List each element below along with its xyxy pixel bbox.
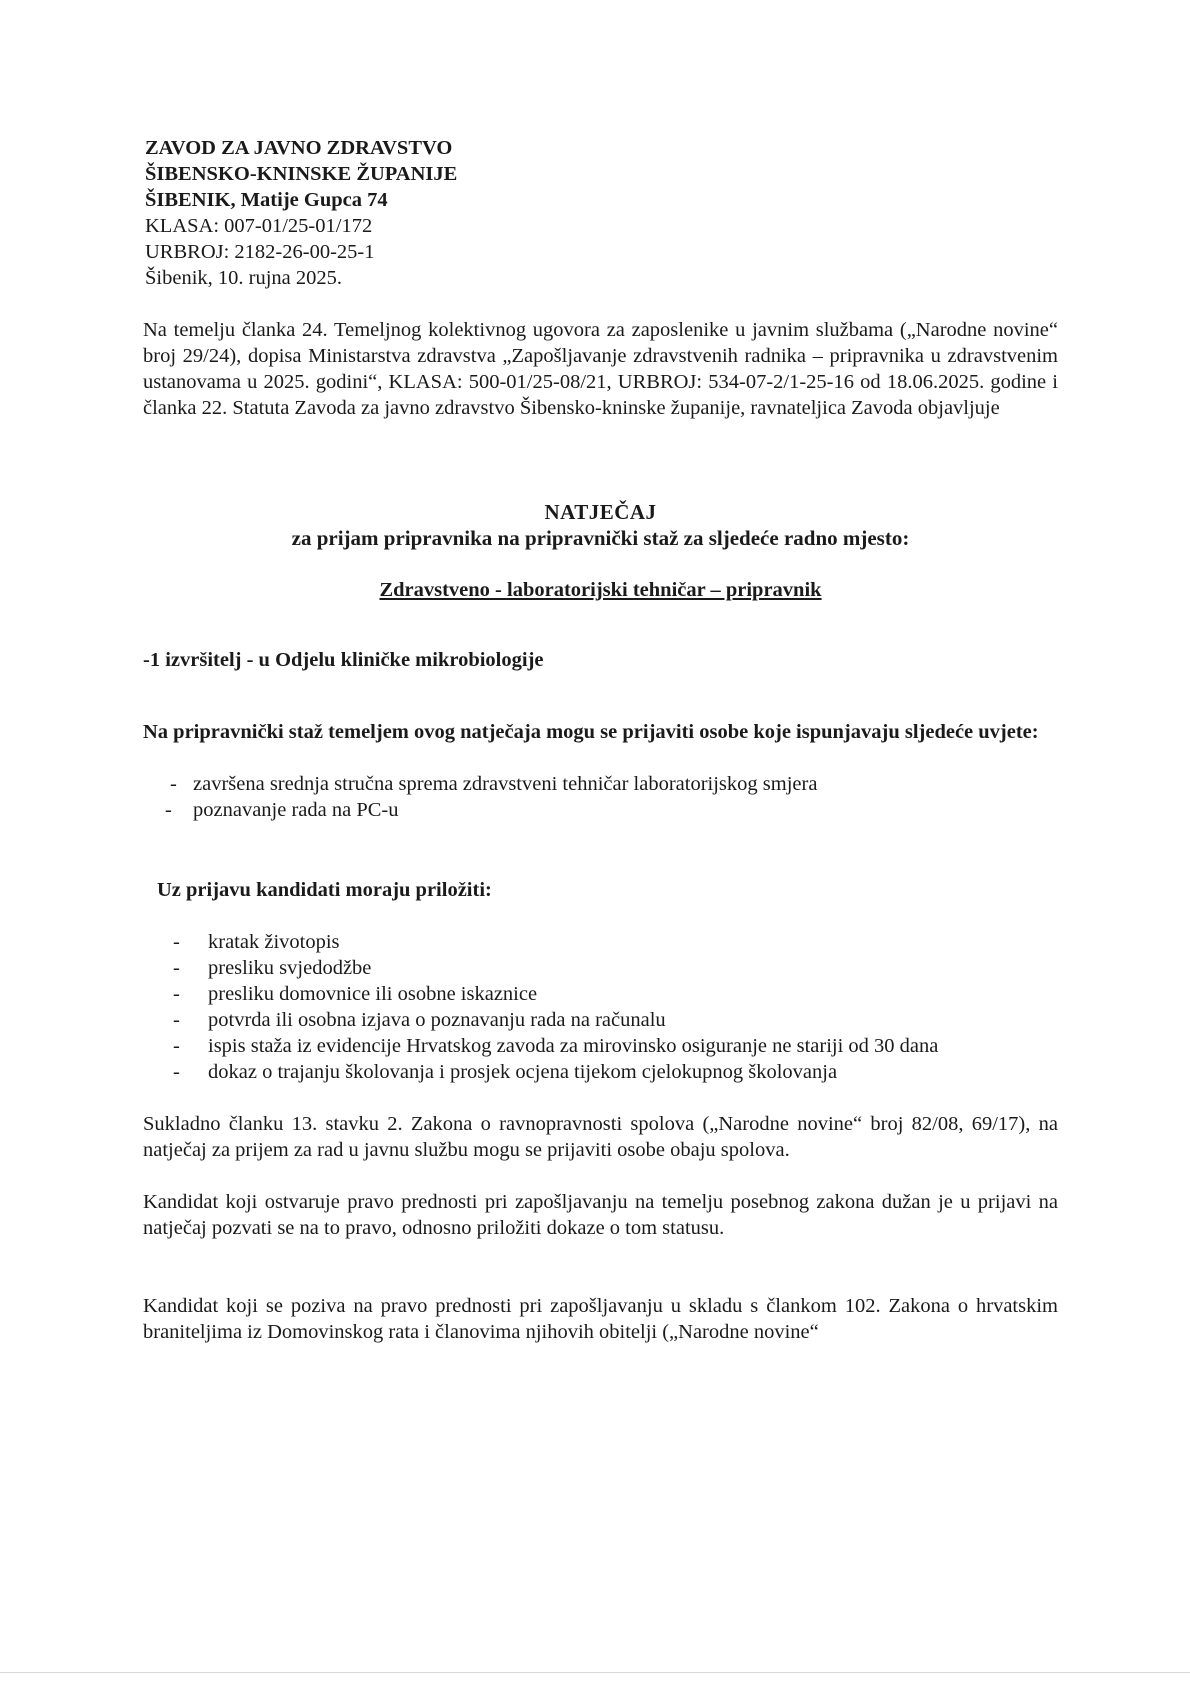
- condition-text: poznavanje rada na PC-u: [193, 799, 399, 821]
- institution-name-line1: ZAVOD ZA JAVNO ZDRAVSTVO: [145, 137, 453, 159]
- list-item: [143, 797, 1058, 823]
- list-item: [143, 929, 1058, 955]
- page-bottom-edge: [0, 1672, 1190, 1673]
- list-dash: -: [173, 1009, 180, 1031]
- attachment-text: kratak životopis: [208, 931, 340, 953]
- announcement-title: NATJEČAJ: [544, 500, 657, 524]
- letterhead: [145, 135, 1058, 291]
- list-item: [143, 1059, 1058, 1085]
- equality-paragraph: Sukladno članku 13. stavku 2. Zakona o ravnopravnosti spolova („Narodne novine“ broj 82/08, 69/17), na natječaj za prijem za rad u javnu službu mogu se prijaviti osobe obaju spolova.: [143, 1113, 1058, 1161]
- list-dash: -: [173, 931, 180, 953]
- list-dash: -: [170, 773, 177, 795]
- announcement-subtitle: za prijam pripravnika na pripravnički staž za sljedeće radno mjesto:: [291, 526, 910, 550]
- announcement-title-block: [143, 499, 1058, 603]
- list-dash: -: [173, 1061, 180, 1083]
- intro-paragraph: Na temelju članka 24. Temeljnog kolektivnog ugovora za zaposlenike u javnim službama („Narodne novine“ broj 29/24), dopisa Ministarstva zdravstva „Zapošljavanje zdravstvenih radnika – pripravnika u zdravstvenim ustanovama u 2025. godini“, KLASA: 500-01/25-08/21, URBROJ: 534-07-2/1-25-16 od 18.06.2025. godine i članka 22. Statuta Zavoda za javno zdravstvo Šibensko-kninske županije, ravnateljica Zavoda objavljuje: [143, 319, 1058, 419]
- list-item: [143, 1007, 1058, 1033]
- urbroj-number: URBROJ: 2182-26-00-25-1: [145, 241, 375, 263]
- list-dash: -: [173, 983, 180, 1005]
- attachment-text: presliku domovnice ili osobne iskaznice: [208, 983, 538, 1005]
- position-title: Zdravstveno - laboratorijski tehničar – pripravnik: [379, 579, 822, 601]
- executor-line: -1 izvršitelj - u Odjelu kliničke mikrobiologije: [143, 649, 544, 671]
- attachments-heading: Uz prijavu kandidati moraju priložiti:: [157, 879, 492, 901]
- attachment-text: presliku svjedodžbe: [208, 957, 372, 979]
- list-dash: -: [165, 799, 172, 821]
- list-item: [143, 981, 1058, 1007]
- institution-name-line2: ŠIBENSKO-KNINSKE ŽUPANIJE: [145, 163, 458, 185]
- list-dash: -: [173, 957, 180, 979]
- klasa-number: KLASA: 007-01/25-01/172: [145, 215, 373, 237]
- list-dash: -: [173, 1035, 180, 1057]
- veterans-paragraph: Kandidat koji se poziva na pravo prednosti pri zapošljavanju u skladu s člankom 102. Zakona o hrvatskim braniteljima iz Domovinskog rata i članovima njihovih obitelji („Narodne novine“: [143, 1295, 1058, 1343]
- attachment-text: potvrda ili osobna izjava o poznavanju rada na računalu: [208, 1009, 666, 1031]
- attachments-list: [143, 929, 1058, 1085]
- attachment-text: dokaz o trajanju školovanja i prosjek ocjena tijekom cjelokupnog školovanja: [208, 1061, 838, 1083]
- conditions-list: [143, 771, 1058, 823]
- document-body: [143, 135, 1058, 1345]
- list-item: [143, 1033, 1058, 1059]
- list-item: [143, 955, 1058, 981]
- condition-text: završena srednja stručna sprema zdravstveni tehničar laboratorijskog smjera: [193, 773, 818, 795]
- institution-address: ŠIBENIK, Matije Gupca 74: [145, 189, 388, 211]
- list-item: [143, 771, 1058, 797]
- place-and-date: Šibenik, 10. rujna 2025.: [145, 267, 343, 289]
- priority-paragraph: Kandidat koji ostvaruje pravo prednosti pri zapošljavanju na temelju posebnog zakona dužan je u prijavi na natječaj pozvati se na to pravo, odnosno priložiti dokaze o tom statusu.: [143, 1191, 1058, 1239]
- attachment-text: ispis staža iz evidencije Hrvatskog zavoda za mirovinsko osiguranje ne stariji od 30 dana: [208, 1035, 939, 1057]
- conditions-heading: Na pripravnički staž temeljem ovog natječaja mogu se prijaviti osobe koje ispunjavaju sljedeće uvjete:: [143, 721, 1039, 743]
